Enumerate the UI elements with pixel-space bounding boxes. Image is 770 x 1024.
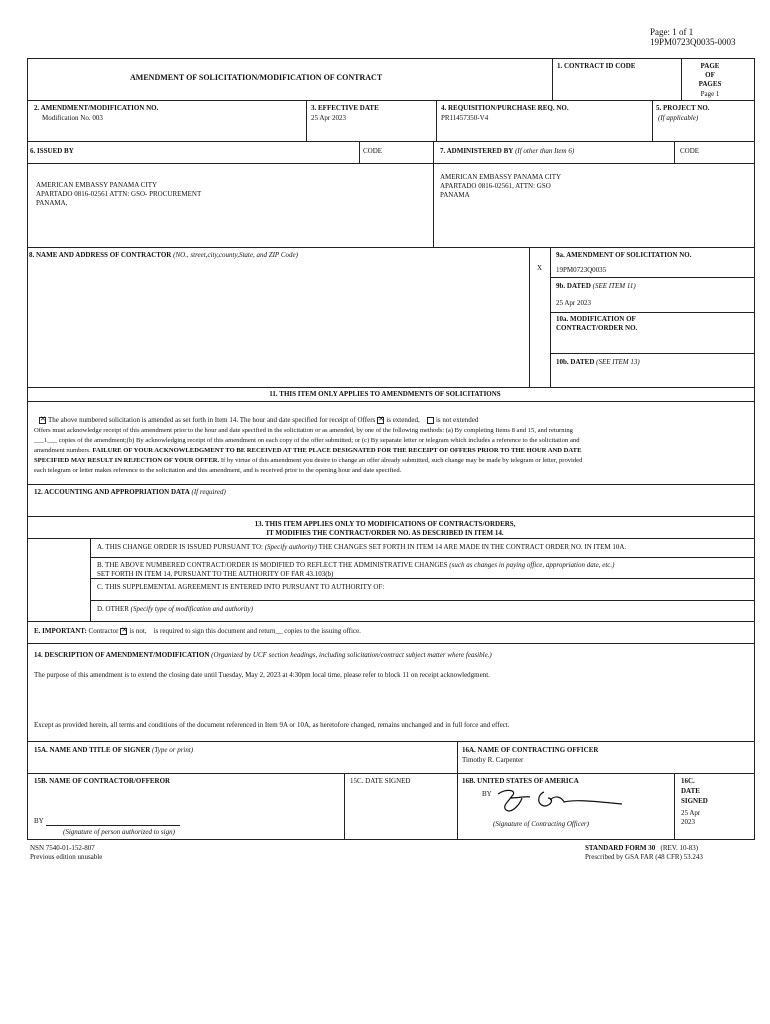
standard-form-label: STANDARD FORM 30 (REV. 10-83)	[585, 844, 699, 852]
administered-by-address-1: AMERICAN EMBASSY PANAMA CITY	[440, 173, 562, 181]
item13-heading-2: IT MODIFIES THE CONTRACT/ORDER NO. AS DESCRIBED IN ITEM 14.	[266, 529, 504, 537]
page-label: PAGE	[700, 62, 720, 70]
contractor-name-label: 8. NAME AND ADDRESS OF CONTRACTOR (NO., street,city,county,State, and ZIP Code)	[29, 251, 298, 259]
description-closing: Except as provided herein, all terms and conditions of the document referenced in Item 9A or 10A, as heretofore changed, remains unchanged and in full force and effect.	[34, 721, 510, 729]
not-extended-checkbox[interactable]	[427, 417, 434, 424]
extended-checkbox[interactable]	[377, 417, 384, 424]
form-title: AMENDMENT OF SOLICITATION/MODIFICATION OF CONTRACT	[130, 73, 383, 82]
description-body: The purpose of this amendment is to extend the closing date until Tuesday, May 2, 2023 at 4:30pm local time, please refer to block 11 on receipt acknowledgment.	[34, 671, 490, 679]
administered-by-label: 7. ADMINISTERED BY (If other than Item 6)	[440, 147, 575, 155]
project-no-note: (If applicable)	[658, 114, 699, 122]
page-number: Page: 1 of 1	[650, 27, 694, 37]
requisition-no-value: PR11457350-V4	[441, 114, 489, 122]
administered-by-address-2: APARTADO 0816-02561, ATTN: GSO	[440, 182, 551, 190]
united-states-label: 16B. UNITED STATES OF AMERICA	[462, 777, 579, 785]
date-signed-16c-label-2: DATE	[681, 787, 700, 795]
previous-edition-note: Previous edition unusable	[30, 853, 103, 861]
is-not-checkbox[interactable]	[120, 628, 127, 635]
date-signed-16c-label-1: 16C.	[681, 777, 695, 785]
description-label: 14. DESCRIPTION OF AMENDMENT/MODIFICATION (Organized by UCF section headings, including solicitation/contract subject matter where feasible.)	[34, 651, 492, 659]
page-value: Page 1	[700, 90, 720, 98]
date-signed-16c-value-2: 2023	[681, 818, 695, 826]
date-signed-15c-label: 15C. DATE SIGNED	[350, 777, 411, 785]
issued-by-label: 6. ISSUED BY	[30, 147, 74, 155]
officer-by-label: BY	[482, 790, 492, 798]
item13-option-c: C. THIS SUPPLEMENTAL AGREEMENT IS ENTERED INTO PURSUANT TO AUTHORITY OF:	[97, 583, 385, 591]
contractor-offeror-label: 15B. NAME OF CONTRACTOR/OFFEROR	[34, 777, 171, 785]
modification-contract-label-2: CONTRACT/ORDER NO.	[556, 324, 638, 332]
issued-by-address-2: APARTADO 0816-02561 ATTN: GSO- PROCUREMENT	[36, 190, 202, 198]
item13-option-d: D. OTHER (Specify type of modification and authority)	[97, 605, 253, 613]
item13-heading-1: 13. THIS ITEM APPLIES ONLY TO MODIFICATIONS OF CONTRACTS/ORDERS,	[254, 520, 516, 528]
dated-9b-value: 25 Apr 2023	[556, 299, 591, 307]
signer-name-label: 15A. NAME AND TITLE OF SIGNER (Type or print)	[34, 746, 194, 754]
item11-line3: ___1___ copies of the amendment;(b) By acknowledging receipt of this amendment on each copy of the offer submitted; or (c) By separate letter or telegram which includes a reference to the solicitation and	[34, 437, 580, 444]
item13-option-a: A. THIS CHANGE ORDER IS ISSUED PURSUANT TO: (Specify authority) THE CHANGES SET FORTH IN ITEM 14 ARE MADE IN THE CONTRACT ORDER NO. IN ITEM 10A.	[97, 543, 627, 551]
issued-by-address-3: PANAMA,	[36, 199, 68, 207]
item11-line5: SPECIFIED MAY RESULT IN REJECTION OF YOUR OFFER. If by virtue of this amendment you desire to change an offer already submitted, such change may be made by telegram or letter, provided	[34, 457, 583, 464]
item11-line2: Offers must acknowledge receipt of this amendment prior to the hour and date specified in the solicitation or as amended, by one of the following methods: (a) By completing Items 8 and 15, and returning	[34, 427, 573, 434]
solicitation-no-label: 9a. AMENDMENT OF SOLICITATION NO.	[556, 251, 692, 259]
item13-option-b: B. THE ABOVE NUMBERED CONTRACT/ORDER IS MODIFIED TO REFLECT THE ADMINISTRATIVE CHANGES (such as changes in paying office, appropriation date, etc.)	[97, 561, 615, 569]
effective-date-value: 25 Apr 2023	[311, 114, 346, 122]
date-signed-16c-value-1: 25 Apr	[681, 809, 701, 817]
of-label: OF	[705, 71, 715, 79]
dated-9b-label: 9b. DATED (SEE ITEM 11)	[556, 282, 636, 290]
contracting-officer-label: 16A. NAME OF CONTRACTING OFFICER	[462, 746, 599, 754]
administered-by-code-label: CODE	[680, 147, 700, 155]
pages-label: PAGES	[698, 80, 722, 88]
item13-option-b-line2: SET FORTH IN ITEM 14, PURSUANT TO THE AUTHORITY OF FAR 43.103(b)	[97, 570, 334, 578]
officer-signature-note: (Signature of Contracting Officer)	[493, 820, 589, 828]
prescribed-by-note: Prescribed by GSA FAR (48 CFR) 53.243	[585, 853, 703, 861]
project-no-label: 5. PROJECT NO.	[656, 104, 710, 112]
nsn-number: NSN 7540-01-152-807	[30, 844, 95, 852]
contract-id-code-label: 1. CONTRACT ID CODE	[557, 62, 636, 70]
solicitation-amended-checkbox[interactable]	[39, 417, 46, 424]
accounting-data-label: 12. ACCOUNTING AND APPROPRIATION DATA (If required)	[34, 488, 226, 496]
item11-line6: each telegram or letter makes reference to the solicitation and this amendment, and is received prior to the opening hour and date specified.	[34, 467, 402, 474]
requisition-no-label: 4. REQUISITION/PURCHASE REQ. NO.	[441, 104, 569, 112]
item11-heading: 11. THIS ITEM ONLY APPLIES TO AMENDMENTS OF SOLICITATIONS	[269, 390, 501, 398]
modification-contract-label-1: 10a. MODIFICATION OF	[556, 315, 636, 323]
item11-line4: amendment numbers. FAILURE OF YOUR ACKNOWLEDGMENT TO BE RECEIVED AT THE PLACE DESIGNATED FOR THE RECEIPT OF OFFERS PRIOR TO THE HOUR AND DATE	[34, 447, 582, 454]
amendment-no-label: 2. AMENDMENT/MODIFICATION NO.	[34, 104, 159, 112]
date-signed-16c-label-3: SIGNED	[681, 797, 708, 805]
amendment-check-mark: X	[537, 264, 543, 272]
contractor-by-label: BY	[34, 817, 44, 825]
contracting-officer-name: Timothy R. Carpenter	[462, 756, 524, 764]
solicitation-no-value: 19PM0723Q0035	[556, 266, 607, 274]
issued-by-address-1: AMERICAN EMBASSY PANAMA CITY	[36, 181, 158, 189]
contractor-signature-note: (Signature of person authorized to sign)	[63, 828, 175, 836]
issued-by-code-label: CODE	[363, 147, 383, 155]
item11-line1: ✕The above numbered solicitation is amended as set forth in Item 14. The hour and date specified for receipt of Offers✕ is extended, is not extended	[37, 416, 478, 424]
amendment-no-value: Modification No. 003	[42, 114, 103, 122]
effective-date-label: 3. EFFECTIVE DATE	[311, 104, 379, 112]
important-line: E. IMPORTANT: Contractor✕ is not, is required to sign this document and return__ copies to the issuing office.	[34, 627, 361, 635]
contracting-officer-signature	[492, 784, 632, 816]
dated-10b-label: 10b. DATED (SEE ITEM 13)	[556, 358, 640, 366]
administered-by-address-3: PANAMA	[440, 191, 470, 199]
document-reference: 19PM0723Q0035-0003	[650, 37, 736, 47]
